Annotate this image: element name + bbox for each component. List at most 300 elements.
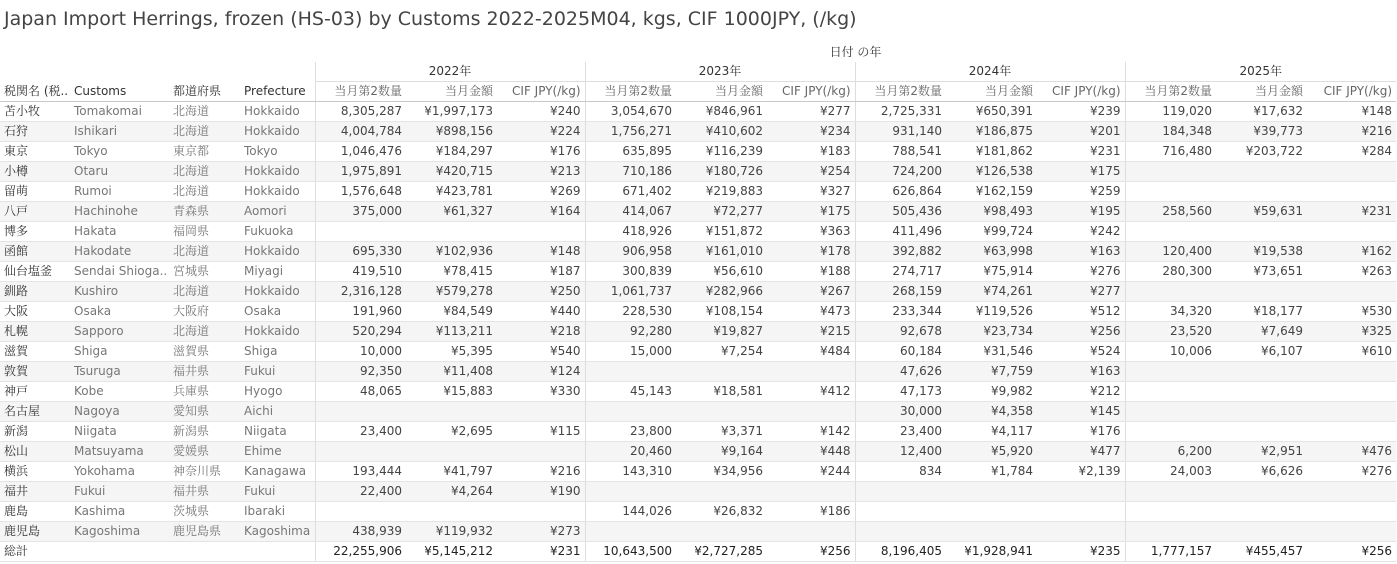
- value-cell: ¥17,632: [1216, 102, 1307, 122]
- value-cell: [1307, 402, 1396, 422]
- value-cell: 22,400: [315, 482, 406, 502]
- value-cell: ¥239: [1037, 102, 1125, 122]
- value-cell: 30,000: [855, 402, 946, 422]
- value-cell: ¥4,264: [406, 482, 497, 502]
- value-cell: 8,305,287: [315, 102, 406, 122]
- value-cell: 419,510: [315, 262, 406, 282]
- total-value-cell: ¥5,145,212: [406, 542, 497, 562]
- value-cell: ¥610: [1307, 342, 1396, 362]
- value-cell: [1037, 502, 1125, 522]
- value-cell: 10,006: [1125, 342, 1216, 362]
- value-cell: [1216, 222, 1307, 242]
- value-cell: ¥231: [1037, 142, 1125, 162]
- value-cell: ¥15,883: [406, 382, 497, 402]
- customs-jp-cell: 神戸: [0, 382, 70, 402]
- value-cell: [1216, 522, 1307, 542]
- value-cell: ¥420,715: [406, 162, 497, 182]
- value-cell: ¥224: [497, 122, 585, 142]
- dimension-header[interactable]: Customs: [70, 82, 169, 102]
- measure-header[interactable]: 当月金額: [946, 82, 1037, 102]
- value-cell: [676, 402, 767, 422]
- customs-jp-cell: 函館: [0, 242, 70, 262]
- value-cell: [1307, 362, 1396, 382]
- prefecture-cell: Ehime: [240, 442, 315, 462]
- value-cell: ¥846,961: [676, 102, 767, 122]
- customs-cell: Ishikari: [70, 122, 169, 142]
- prefecture-jp-cell: 兵庫県: [169, 382, 240, 402]
- customs-cell: Kushiro: [70, 282, 169, 302]
- value-cell: ¥18,581: [676, 382, 767, 402]
- value-cell: ¥2,951: [1216, 442, 1307, 462]
- value-cell: ¥34,956: [676, 462, 767, 482]
- value-cell: ¥181,862: [946, 142, 1037, 162]
- year-header[interactable]: 2025年: [1125, 62, 1396, 82]
- value-cell: ¥216: [497, 462, 585, 482]
- table-row: [0, 182, 1396, 202]
- dimension-header[interactable]: Prefecture: [240, 82, 315, 102]
- measure-header[interactable]: 当月第2数量: [585, 82, 676, 102]
- value-cell: ¥124: [497, 362, 585, 382]
- measure-header[interactable]: 当月金額: [406, 82, 497, 102]
- value-cell: [497, 222, 585, 242]
- value-cell: [1125, 522, 1216, 542]
- value-cell: ¥142: [767, 422, 855, 442]
- value-cell: 1,756,271: [585, 122, 676, 142]
- value-cell: [1307, 522, 1396, 542]
- value-cell: ¥219,883: [676, 182, 767, 202]
- table-row: [0, 422, 1396, 442]
- table-row: [0, 102, 1396, 122]
- value-cell: ¥102,936: [406, 242, 497, 262]
- measure-header[interactable]: 当月第2数量: [1125, 82, 1216, 102]
- value-cell: ¥244: [767, 462, 855, 482]
- value-cell: [406, 222, 497, 242]
- year-header[interactable]: 2022年: [315, 62, 585, 82]
- value-cell: 23,800: [585, 422, 676, 442]
- value-cell: 724,200: [855, 162, 946, 182]
- value-cell: [1307, 422, 1396, 442]
- value-cell: [1125, 222, 1216, 242]
- value-cell: [1216, 362, 1307, 382]
- value-cell: ¥162: [1307, 242, 1396, 262]
- customs-jp-cell: 松山: [0, 442, 70, 462]
- total-row: [0, 542, 1396, 562]
- value-cell: [1125, 402, 1216, 422]
- value-cell: 2,316,128: [315, 282, 406, 302]
- total-value-cell: ¥256: [767, 542, 855, 562]
- value-cell: ¥213: [497, 162, 585, 182]
- value-cell: ¥284: [1307, 142, 1396, 162]
- value-cell: ¥180,726: [676, 162, 767, 182]
- value-cell: ¥163: [1037, 242, 1125, 262]
- value-cell: 258,560: [1125, 202, 1216, 222]
- customs-cell: Tokyo: [70, 142, 169, 162]
- value-cell: ¥254: [767, 162, 855, 182]
- value-cell: [1216, 182, 1307, 202]
- value-cell: 24,003: [1125, 462, 1216, 482]
- value-cell: 10,000: [315, 342, 406, 362]
- value-cell: ¥440: [497, 302, 585, 322]
- value-cell: [1216, 482, 1307, 502]
- value-cell: [585, 482, 676, 502]
- prefecture-jp-cell: 福岡県: [169, 222, 240, 242]
- value-cell: 1,061,737: [585, 282, 676, 302]
- value-cell: [1125, 182, 1216, 202]
- value-cell: [946, 482, 1037, 502]
- value-cell: [497, 442, 585, 462]
- value-cell: 1,975,891: [315, 162, 406, 182]
- value-cell: ¥242: [1037, 222, 1125, 242]
- value-cell: [1216, 382, 1307, 402]
- value-cell: [855, 522, 946, 542]
- table-row: [0, 362, 1396, 382]
- value-cell: [767, 402, 855, 422]
- value-cell: 191,960: [315, 302, 406, 322]
- table-row: [0, 222, 1396, 242]
- value-cell: [1125, 162, 1216, 182]
- prefecture-jp-cell: 大阪府: [169, 302, 240, 322]
- prefecture-jp-cell: 鹿児島県: [169, 522, 240, 542]
- value-cell: ¥212: [1037, 382, 1125, 402]
- value-cell: ¥218: [497, 322, 585, 342]
- value-cell: ¥410,602: [676, 122, 767, 142]
- value-cell: ¥898,156: [406, 122, 497, 142]
- prefecture-cell: Kanagawa: [240, 462, 315, 482]
- value-cell: ¥116,239: [676, 142, 767, 162]
- value-cell: ¥240: [497, 102, 585, 122]
- value-cell: [1307, 382, 1396, 402]
- value-cell: ¥650,391: [946, 102, 1037, 122]
- value-cell: ¥524: [1037, 342, 1125, 362]
- table-row: [0, 202, 1396, 222]
- customs-cell: Sapporo: [70, 322, 169, 342]
- table-row: [0, 402, 1396, 422]
- value-cell: ¥530: [1307, 302, 1396, 322]
- value-cell: 1,576,648: [315, 182, 406, 202]
- value-cell: 716,480: [1125, 142, 1216, 162]
- value-cell: 274,717: [855, 262, 946, 282]
- value-cell: ¥115: [497, 422, 585, 442]
- measure-header[interactable]: 当月第2数量: [315, 82, 406, 102]
- value-cell: [1307, 222, 1396, 242]
- table-row: [0, 382, 1396, 402]
- customs-cell: Tomakomai: [70, 102, 169, 122]
- customs-cell: Yokohama: [70, 462, 169, 482]
- prefecture-cell: Shiga: [240, 342, 315, 362]
- value-cell: [406, 502, 497, 522]
- prefecture-cell: Fukui: [240, 482, 315, 502]
- customs-cell: Fukui: [70, 482, 169, 502]
- value-cell: [1307, 282, 1396, 302]
- value-cell: ¥108,154: [676, 302, 767, 322]
- prefecture-cell: Osaka: [240, 302, 315, 322]
- prefecture-jp-cell: 北海道: [169, 182, 240, 202]
- customs-jp-cell: 鹿島: [0, 502, 70, 522]
- value-cell: ¥72,277: [676, 202, 767, 222]
- prefecture-cell: Hyogo: [240, 382, 315, 402]
- value-cell: ¥175: [1037, 162, 1125, 182]
- prefecture-cell: Hokkaido: [240, 162, 315, 182]
- value-cell: ¥448: [767, 442, 855, 462]
- customs-jp-cell: 名古屋: [0, 402, 70, 422]
- prefecture-cell: Hokkaido: [240, 102, 315, 122]
- value-cell: ¥119,932: [406, 522, 497, 542]
- total-value-cell: 1,777,157: [1125, 542, 1216, 562]
- value-cell: 119,020: [1125, 102, 1216, 122]
- value-cell: ¥477: [1037, 442, 1125, 462]
- value-cell: [1037, 482, 1125, 502]
- value-cell: ¥6,626: [1216, 462, 1307, 482]
- value-cell: ¥195: [1037, 202, 1125, 222]
- crosstab-table: [0, 43, 1396, 562]
- prefecture-cell: Hokkaido: [240, 182, 315, 202]
- customs-jp-cell: 福井: [0, 482, 70, 502]
- value-cell: 788,541: [855, 142, 946, 162]
- value-cell: ¥1,784: [946, 462, 1037, 482]
- table-row: [0, 262, 1396, 282]
- customs-jp-cell: 大阪: [0, 302, 70, 322]
- measure-header[interactable]: 当月金額: [676, 82, 767, 102]
- value-cell: 375,000: [315, 202, 406, 222]
- value-cell: 120,400: [1125, 242, 1216, 262]
- measure-header[interactable]: 当月金額: [1216, 82, 1307, 102]
- value-cell: ¥119,526: [946, 302, 1037, 322]
- value-cell: 45,143: [585, 382, 676, 402]
- measure-header[interactable]: 当月第2数量: [855, 82, 946, 102]
- value-cell: ¥75,914: [946, 262, 1037, 282]
- value-cell: 834: [855, 462, 946, 482]
- value-cell: ¥5,920: [946, 442, 1037, 462]
- value-cell: [946, 502, 1037, 522]
- value-cell: [676, 482, 767, 502]
- value-cell: ¥269: [497, 182, 585, 202]
- prefecture-cell: Fukui: [240, 362, 315, 382]
- value-cell: ¥4,117: [946, 422, 1037, 442]
- prefecture-cell: Kagoshima: [240, 522, 315, 542]
- value-cell: ¥145: [1037, 402, 1125, 422]
- value-cell: ¥18,177: [1216, 302, 1307, 322]
- value-cell: 1,046,476: [315, 142, 406, 162]
- value-cell: ¥276: [1307, 462, 1396, 482]
- value-cell: ¥9,982: [946, 382, 1037, 402]
- value-cell: 12,400: [855, 442, 946, 462]
- value-cell: 268,159: [855, 282, 946, 302]
- year-header[interactable]: 2023年: [585, 62, 855, 82]
- total-value-cell: ¥235: [1037, 542, 1125, 562]
- customs-jp-cell: 敦賀: [0, 362, 70, 382]
- value-cell: ¥113,211: [406, 322, 497, 342]
- prefecture-cell: Tokyo: [240, 142, 315, 162]
- value-cell: ¥363: [767, 222, 855, 242]
- value-cell: ¥476: [1307, 442, 1396, 462]
- value-cell: ¥2,695: [406, 422, 497, 442]
- customs-cell: Kashima: [70, 502, 169, 522]
- customs-cell: Niigata: [70, 422, 169, 442]
- measure-header[interactable]: CIF JPY(/kg): [497, 82, 585, 102]
- value-cell: ¥7,759: [946, 362, 1037, 382]
- value-cell: ¥19,538: [1216, 242, 1307, 262]
- customs-jp-cell: 滋賀: [0, 342, 70, 362]
- value-cell: ¥63,998: [946, 242, 1037, 262]
- value-cell: [1125, 502, 1216, 522]
- table-row: [0, 302, 1396, 322]
- value-cell: ¥201: [1037, 122, 1125, 142]
- customs-jp-cell: 釧路: [0, 282, 70, 302]
- customs-cell: Hachinohe: [70, 202, 169, 222]
- value-cell: 143,310: [585, 462, 676, 482]
- value-cell: [315, 222, 406, 242]
- value-cell: ¥78,415: [406, 262, 497, 282]
- value-cell: 228,530: [585, 302, 676, 322]
- value-cell: ¥187: [497, 262, 585, 282]
- value-cell: ¥473: [767, 302, 855, 322]
- value-cell: ¥151,872: [676, 222, 767, 242]
- value-cell: 34,320: [1125, 302, 1216, 322]
- value-cell: [767, 362, 855, 382]
- value-cell: ¥61,327: [406, 202, 497, 222]
- value-cell: ¥31,546: [946, 342, 1037, 362]
- value-cell: 47,173: [855, 382, 946, 402]
- value-cell: ¥234: [767, 122, 855, 142]
- value-cell: ¥330: [497, 382, 585, 402]
- year-header[interactable]: 2024年: [855, 62, 1125, 82]
- customs-cell: Matsuyama: [70, 442, 169, 462]
- value-cell: 906,958: [585, 242, 676, 262]
- measure-header[interactable]: CIF JPY(/kg): [1037, 82, 1125, 102]
- value-cell: ¥1,997,173: [406, 102, 497, 122]
- page-title: Japan Import Herrings, frozen (HS-03) by Customs 2022-2025M04, kgs, CIF 1000JPY, (/kg): [4, 8, 857, 30]
- value-cell: 23,400: [315, 422, 406, 442]
- value-cell: [585, 522, 676, 542]
- value-cell: ¥7,649: [1216, 322, 1307, 342]
- value-cell: [1307, 182, 1396, 202]
- value-cell: ¥327: [767, 182, 855, 202]
- value-cell: [676, 362, 767, 382]
- value-cell: [315, 502, 406, 522]
- customs-cell: Kagoshima: [70, 522, 169, 542]
- value-cell: ¥74,261: [946, 282, 1037, 302]
- total-value-cell: ¥1,928,941: [946, 542, 1037, 562]
- value-cell: ¥41,797: [406, 462, 497, 482]
- customs-cell: Tsuruga: [70, 362, 169, 382]
- value-cell: ¥176: [1037, 422, 1125, 442]
- value-cell: ¥190: [497, 482, 585, 502]
- total-value-cell: ¥256: [1307, 542, 1396, 562]
- value-cell: ¥5,395: [406, 342, 497, 362]
- value-cell: 635,895: [585, 142, 676, 162]
- value-cell: ¥126,538: [946, 162, 1037, 182]
- value-cell: ¥163: [1037, 362, 1125, 382]
- value-cell: 233,344: [855, 302, 946, 322]
- value-cell: 23,400: [855, 422, 946, 442]
- value-cell: [1125, 382, 1216, 402]
- prefecture-jp-cell: 北海道: [169, 242, 240, 262]
- value-cell: ¥184,297: [406, 142, 497, 162]
- value-cell: ¥188: [767, 262, 855, 282]
- value-cell: [585, 402, 676, 422]
- dimension-header[interactable]: 都道府県: [169, 82, 240, 102]
- value-cell: ¥99,724: [946, 222, 1037, 242]
- customs-jp-cell: 留萌: [0, 182, 70, 202]
- value-cell: 144,026: [585, 502, 676, 522]
- value-cell: ¥512: [1037, 302, 1125, 322]
- value-cell: ¥215: [767, 322, 855, 342]
- prefecture-cell: Hokkaido: [240, 282, 315, 302]
- value-cell: [1216, 282, 1307, 302]
- customs-jp-cell: 新潟: [0, 422, 70, 442]
- value-cell: [585, 362, 676, 382]
- value-cell: ¥175: [767, 202, 855, 222]
- customs-jp-cell: 博多: [0, 222, 70, 242]
- measure-header[interactable]: CIF JPY(/kg): [1307, 82, 1396, 102]
- value-cell: ¥19,827: [676, 322, 767, 342]
- value-cell: ¥7,254: [676, 342, 767, 362]
- value-cell: ¥263: [1307, 262, 1396, 282]
- prefecture-jp-cell: 北海道: [169, 102, 240, 122]
- value-cell: 193,444: [315, 462, 406, 482]
- prefecture-jp-cell: 福井県: [169, 482, 240, 502]
- customs-cell: Kobe: [70, 382, 169, 402]
- dimension-header[interactable]: 税関名 (税..: [0, 82, 70, 102]
- value-cell: 418,926: [585, 222, 676, 242]
- value-cell: [497, 502, 585, 522]
- table-row: [0, 142, 1396, 162]
- table-row: [0, 442, 1396, 462]
- customs-cell: Nagoya: [70, 402, 169, 422]
- value-cell: 411,496: [855, 222, 946, 242]
- value-cell: ¥148: [1307, 102, 1396, 122]
- value-cell: [946, 522, 1037, 542]
- value-cell: ¥250: [497, 282, 585, 302]
- value-cell: 47,626: [855, 362, 946, 382]
- value-cell: [1125, 362, 1216, 382]
- value-cell: ¥84,549: [406, 302, 497, 322]
- value-cell: ¥23,734: [946, 322, 1037, 342]
- value-cell: [315, 402, 406, 422]
- value-cell: ¥276: [1037, 262, 1125, 282]
- value-cell: ¥56,610: [676, 262, 767, 282]
- value-cell: ¥4,358: [946, 402, 1037, 422]
- measure-header[interactable]: CIF JPY(/kg): [767, 82, 855, 102]
- table-row: [0, 462, 1396, 482]
- value-cell: 92,350: [315, 362, 406, 382]
- value-cell: 392,882: [855, 242, 946, 262]
- table-row: [0, 162, 1396, 182]
- total-value-cell: ¥2,727,285: [676, 542, 767, 562]
- prefecture-jp-cell: 北海道: [169, 322, 240, 342]
- value-cell: [1307, 162, 1396, 182]
- value-cell: [1216, 422, 1307, 442]
- value-cell: [497, 402, 585, 422]
- total-value-cell: 8,196,405: [855, 542, 946, 562]
- value-cell: [1216, 162, 1307, 182]
- value-cell: [315, 442, 406, 462]
- value-cell: 60,184: [855, 342, 946, 362]
- value-cell: 695,330: [315, 242, 406, 262]
- value-cell: 505,436: [855, 202, 946, 222]
- total-value-cell: 22,255,906: [315, 542, 406, 562]
- column-group-caption: 日付 の年: [829, 45, 882, 59]
- value-cell: [855, 482, 946, 502]
- customs-cell: Rumoi: [70, 182, 169, 202]
- value-cell: ¥412: [767, 382, 855, 402]
- value-cell: 23,520: [1125, 322, 1216, 342]
- customs-cell: Sendai Shioga..: [70, 262, 169, 282]
- value-cell: 184,348: [1125, 122, 1216, 142]
- prefecture-cell: Fukuoka: [240, 222, 315, 242]
- prefecture-jp-cell: 神奈川県: [169, 462, 240, 482]
- value-cell: ¥277: [1037, 282, 1125, 302]
